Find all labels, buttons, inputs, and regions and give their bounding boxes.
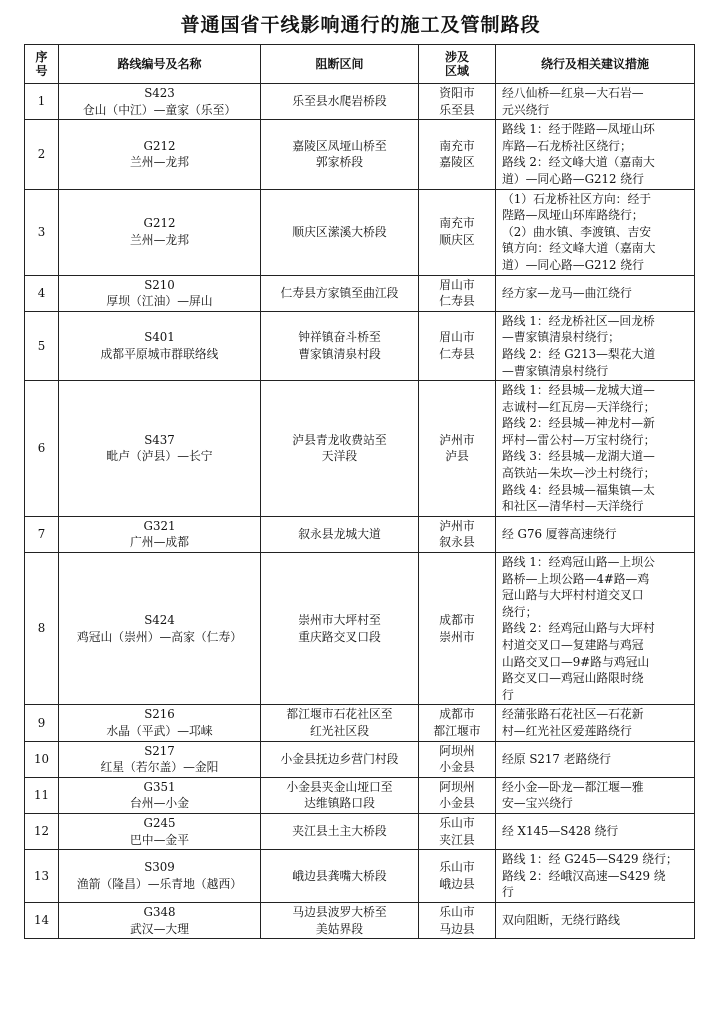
section-line: 钟祥镇奋斗桥至	[298, 330, 381, 345]
area-line: 成都市	[439, 707, 475, 722]
section-line: 曹家镇清泉村段	[298, 346, 381, 361]
row-number: 7	[25, 516, 59, 552]
route-line: 渔箭（隆昌）—乐青地（越西）	[76, 877, 243, 892]
section-line: 红光社区段	[310, 723, 369, 738]
detour-line: 路线 1：经于陛路—凤垭山环	[502, 122, 655, 137]
section-line: 泸县青龙收费站至	[292, 432, 387, 447]
detour-line: 经方家—龙马—曲江绕行	[502, 285, 632, 300]
area-line: 嘉陵区	[439, 155, 475, 170]
route-line: 巴中—金平	[130, 832, 189, 847]
detour-cell	[496, 553, 695, 705]
detour-line: 绕行；	[502, 604, 538, 619]
detour-line: 路线 2：经县城—神龙村—新	[502, 416, 655, 431]
area-cell	[419, 741, 496, 777]
detour-line: 路线 1：经县城—龙城大道—	[502, 383, 655, 398]
table-row	[25, 705, 695, 741]
detour-line: 路交叉口—鸡冠山路限时绕	[502, 671, 644, 686]
detour-line: 高铁站—朱坎—沙土村绕行；	[502, 466, 656, 481]
section-cell	[261, 813, 419, 849]
table-row	[25, 777, 695, 813]
detour-cell	[496, 813, 695, 849]
row-number: 10	[25, 741, 59, 777]
table-row	[25, 311, 695, 380]
route-cell	[59, 275, 261, 311]
section-line: 仁寿县方家镇至曲江段	[280, 285, 399, 300]
route-line: 水晶（平武）—邛崃	[106, 723, 213, 738]
detour-cell	[496, 705, 695, 741]
detour-cell	[496, 120, 695, 189]
route-line: S217	[144, 743, 175, 758]
route-line: 兰州—龙邦	[130, 233, 189, 248]
row-number: 9	[25, 705, 59, 741]
table-row	[25, 741, 695, 777]
section-cell	[261, 275, 419, 311]
detour-cell	[496, 777, 695, 813]
table-row	[25, 813, 695, 849]
area-cell	[419, 813, 496, 849]
area-line: 顺庆区	[439, 233, 475, 248]
route-cell	[59, 777, 261, 813]
area-line: 泸州市	[439, 518, 475, 533]
route-cell	[59, 705, 261, 741]
area-line: 马边县	[439, 921, 475, 936]
table-row	[25, 275, 695, 311]
route-cell	[59, 813, 261, 849]
area-cell	[419, 553, 496, 705]
area-line: 泸州市	[439, 432, 475, 447]
detour-line: 经小金—卧龙—都江堰—雅	[502, 779, 644, 794]
section-line: 都江堰市石花社区至	[286, 707, 393, 722]
route-line: S437	[144, 432, 175, 447]
area-line: 峨边县	[439, 877, 475, 892]
route-line: 毗卢（泸县）—长宁	[106, 449, 213, 464]
detour-line: （1）石龙桥社区方向：经于	[502, 191, 652, 206]
route-line: 武汉—大理	[130, 921, 189, 936]
section-line: 小金县抚边乡营门村段	[280, 751, 399, 766]
detour-line: 志诚村—红瓦房—天洋绕行；	[502, 399, 656, 414]
row-number: 11	[25, 777, 59, 813]
row-number: 4	[25, 275, 59, 311]
route-cell	[59, 84, 261, 120]
route-line: G348	[143, 904, 176, 919]
area-line: 仁寿县	[439, 294, 475, 309]
section-line: 乐至县水爬岩桥段	[292, 94, 387, 109]
area-cell	[419, 275, 496, 311]
detour-line: 行	[502, 687, 514, 702]
route-line: G245	[143, 815, 176, 830]
section-cell	[261, 311, 419, 380]
row-number: 8	[25, 553, 59, 705]
detour-line: 镇方向：经文峰大道（嘉南大	[502, 241, 656, 256]
detour-line: 经八仙桥—红泉—大石岩—	[502, 86, 644, 100]
detour-line: 村—红光社区爱莲路绕行	[502, 723, 632, 738]
row-number: 12	[25, 813, 59, 849]
area-line: 乐至县	[439, 102, 475, 117]
section-cell	[261, 189, 419, 275]
route-cell	[59, 553, 261, 705]
detour-line: 路线 2：经鸡冠山路与大坪村	[502, 621, 655, 636]
row-number: 5	[25, 311, 59, 380]
area-line: 乐山市	[439, 904, 475, 919]
detour-cell	[496, 275, 695, 311]
area-cell	[419, 189, 496, 275]
area-line: 南充市	[439, 216, 475, 231]
detour-line: 道）—同心路—G212 绕行	[502, 171, 644, 186]
table-row	[25, 516, 695, 552]
area-line: 乐山市	[439, 815, 475, 830]
section-cell	[261, 553, 419, 705]
area-cell	[419, 381, 496, 517]
area-cell	[419, 705, 496, 741]
area-cell	[419, 850, 496, 903]
route-line: S216	[144, 707, 175, 722]
area-cell	[419, 777, 496, 813]
detour-line: 路线 2：经 G213—梨花大道	[502, 346, 656, 361]
area-cell	[419, 311, 496, 380]
section-cell	[261, 902, 419, 938]
detour-line: 路桥—上坝公路—4#路—鸡	[502, 571, 650, 586]
section-line: 夹江县土主大桥段	[292, 824, 387, 839]
header-no-line: 号	[35, 64, 48, 78]
section-line: 小金县夹金山垭口至	[286, 779, 393, 794]
document-title: 普通国省干线影响通行的施工及管制路段	[180, 14, 541, 36]
section-line: 重庆路交叉口段	[298, 629, 381, 644]
section-cell	[261, 516, 419, 552]
detour-line: 路线 2：经文峰大道（嘉南大	[502, 155, 655, 170]
row-number: 6	[25, 381, 59, 517]
route-line: S423	[144, 86, 175, 100]
detour-line: 安—宝兴绕行	[502, 796, 573, 811]
detour-cell	[496, 741, 695, 777]
area-line: 小金县	[439, 760, 475, 775]
detour-cell	[496, 311, 695, 380]
table-row	[25, 120, 695, 189]
detour-cell	[496, 902, 695, 938]
detour-line: 路线 1：经鸡冠山路—上坝公	[502, 555, 655, 570]
detour-line: 路线 4：经县城—福集镇—太	[502, 482, 655, 497]
table-row	[25, 84, 695, 120]
section-cell	[261, 120, 419, 189]
route-line: S424	[144, 613, 175, 628]
section-line: 叙永县龙城大道	[298, 527, 381, 542]
route-line: 成都平原城市群联络线	[100, 346, 219, 361]
detour-line: —曹家镇清泉村绕行；	[502, 330, 620, 345]
section-cell	[261, 705, 419, 741]
route-cell	[59, 381, 261, 517]
area-line: 资阳市	[439, 86, 475, 100]
detour-cell	[496, 84, 695, 120]
route-line: 鸡冠山（崇州）—高家（仁寿）	[76, 629, 243, 644]
route-line: 厚坝（江油）—屏山	[106, 294, 213, 309]
area-line: 阿坝州	[439, 743, 475, 758]
section-cell	[261, 850, 419, 903]
header-section: 阻断区间	[261, 45, 419, 84]
area-line: 阿坝州	[439, 779, 475, 794]
table-row	[25, 902, 695, 938]
section-line: 峨边县龚嘴大桥段	[292, 868, 387, 883]
route-cell	[59, 189, 261, 275]
section-cell	[261, 777, 419, 813]
area-line: 眉山市	[439, 330, 475, 345]
detour-line: 坪村—雷公村—万宝村绕行；	[502, 432, 656, 447]
area-line: 乐山市	[439, 860, 475, 875]
route-line: S401	[144, 330, 175, 345]
section-line: 美姑界段	[315, 921, 364, 936]
section-line: 崇州市大坪村至	[298, 613, 381, 628]
detour-line: 村道交叉口—复建路与鸡冠	[502, 638, 644, 652]
detour-cell	[496, 189, 695, 275]
route-cell	[59, 850, 261, 903]
detour-line: 经 X145—S428 绕行	[502, 824, 619, 839]
detour-line: 双向阻断，无绕行路线	[502, 913, 620, 928]
row-number: 13	[25, 850, 59, 903]
detour-line: 行	[502, 885, 514, 900]
detour-line: 路线 1：经 G245—S429 绕行；	[502, 852, 678, 867]
area-line: 成都市	[439, 613, 475, 628]
section-line: 天洋段	[321, 449, 358, 464]
section-cell	[261, 741, 419, 777]
detour-line: 陛路—凤垭山环库路绕行；	[502, 208, 644, 223]
header-area-line: 涉及	[444, 50, 469, 64]
detour-line: 路线 3：经县城—龙湖大道—	[502, 449, 655, 464]
detour-line: 和社区—清华村—天洋绕行	[502, 499, 644, 514]
section-line: 郭家桥段	[315, 155, 364, 170]
header-detour: 绕行及相关建议措施	[496, 45, 695, 84]
section-line: 嘉陵区凤垭山桥至	[292, 138, 387, 153]
header-area	[419, 45, 496, 84]
closure-table	[24, 44, 695, 939]
row-number: 1	[25, 84, 59, 120]
detour-line: 道）—同心路—G212 绕行	[502, 257, 644, 272]
section-cell	[261, 84, 419, 120]
detour-line: 路线 1：经龙桥社区—回龙桥	[502, 313, 655, 328]
area-line: 眉山市	[439, 277, 475, 292]
area-line: 夹江县	[439, 832, 475, 847]
area-cell	[419, 516, 496, 552]
header-area-line: 区域	[444, 64, 469, 78]
route-line: 红星（若尔盖）—金阳	[100, 760, 219, 775]
row-number: 14	[25, 902, 59, 938]
detour-line: （2）曲水镇、李渡镇、吉安	[502, 224, 652, 239]
detour-line: 山路交叉口—9#路与鸡冠山	[502, 654, 650, 669]
area-cell	[419, 84, 496, 120]
area-line: 崇州市	[439, 629, 475, 644]
route-line: 仓山（中江）—童家（乐至）	[82, 102, 237, 117]
row-number: 2	[25, 120, 59, 189]
route-line: G212	[143, 138, 176, 153]
section-cell	[261, 381, 419, 517]
route-line: G212	[143, 216, 176, 231]
route-line: S309	[144, 860, 175, 875]
header-no-line: 序	[35, 50, 48, 64]
header-no	[25, 45, 59, 84]
detour-line: 经蒲张路石花社区—石花新	[502, 707, 644, 722]
area-cell	[419, 902, 496, 938]
detour-line: 元兴绕行	[502, 102, 550, 117]
route-line: 台州—小金	[130, 796, 189, 811]
area-line: 叙永县	[439, 535, 475, 550]
area-line: 仁寿县	[439, 346, 475, 361]
area-line: 都江堰市	[433, 723, 481, 738]
table-row	[25, 850, 695, 903]
table-row	[25, 381, 695, 517]
table-row	[25, 189, 695, 275]
detour-line: 冠山路与大坪村村道交叉口	[502, 588, 644, 603]
detour-line: 经原 S217 老路绕行	[502, 751, 611, 766]
route-line: 兰州—龙邦	[130, 155, 189, 170]
area-line: 小金县	[439, 796, 475, 811]
area-line: 南充市	[439, 138, 475, 153]
detour-line: 经 G76 厦蓉高速绕行	[502, 527, 617, 542]
detour-cell	[496, 850, 695, 903]
section-line: 顺庆区潆溪大桥段	[292, 224, 387, 239]
route-cell	[59, 902, 261, 938]
detour-cell	[496, 516, 695, 552]
header-route: 路线编号及名称	[59, 45, 261, 84]
route-cell	[59, 741, 261, 777]
row-number: 3	[25, 189, 59, 275]
route-cell	[59, 120, 261, 189]
detour-line: —曹家镇清泉村绕行	[502, 363, 609, 378]
table-row	[25, 553, 695, 705]
route-cell	[59, 516, 261, 552]
route-cell	[59, 311, 261, 380]
detour-cell	[496, 381, 695, 517]
table-header-row	[25, 45, 695, 84]
route-line: G351	[143, 779, 176, 794]
detour-line: 库路—石龙桥社区绕行；	[502, 138, 632, 153]
route-line: 广州—成都	[130, 535, 189, 550]
section-line: 马边县波罗大桥至	[292, 904, 387, 919]
table-body	[25, 84, 695, 939]
detour-line: 路线 2：经峨汉高速—S429 绕	[502, 868, 666, 883]
area-cell	[419, 120, 496, 189]
route-line: G321	[143, 518, 176, 533]
section-line: 达维镇路口段	[304, 796, 375, 811]
area-line: 泸县	[445, 449, 469, 464]
route-line: S210	[144, 277, 175, 292]
